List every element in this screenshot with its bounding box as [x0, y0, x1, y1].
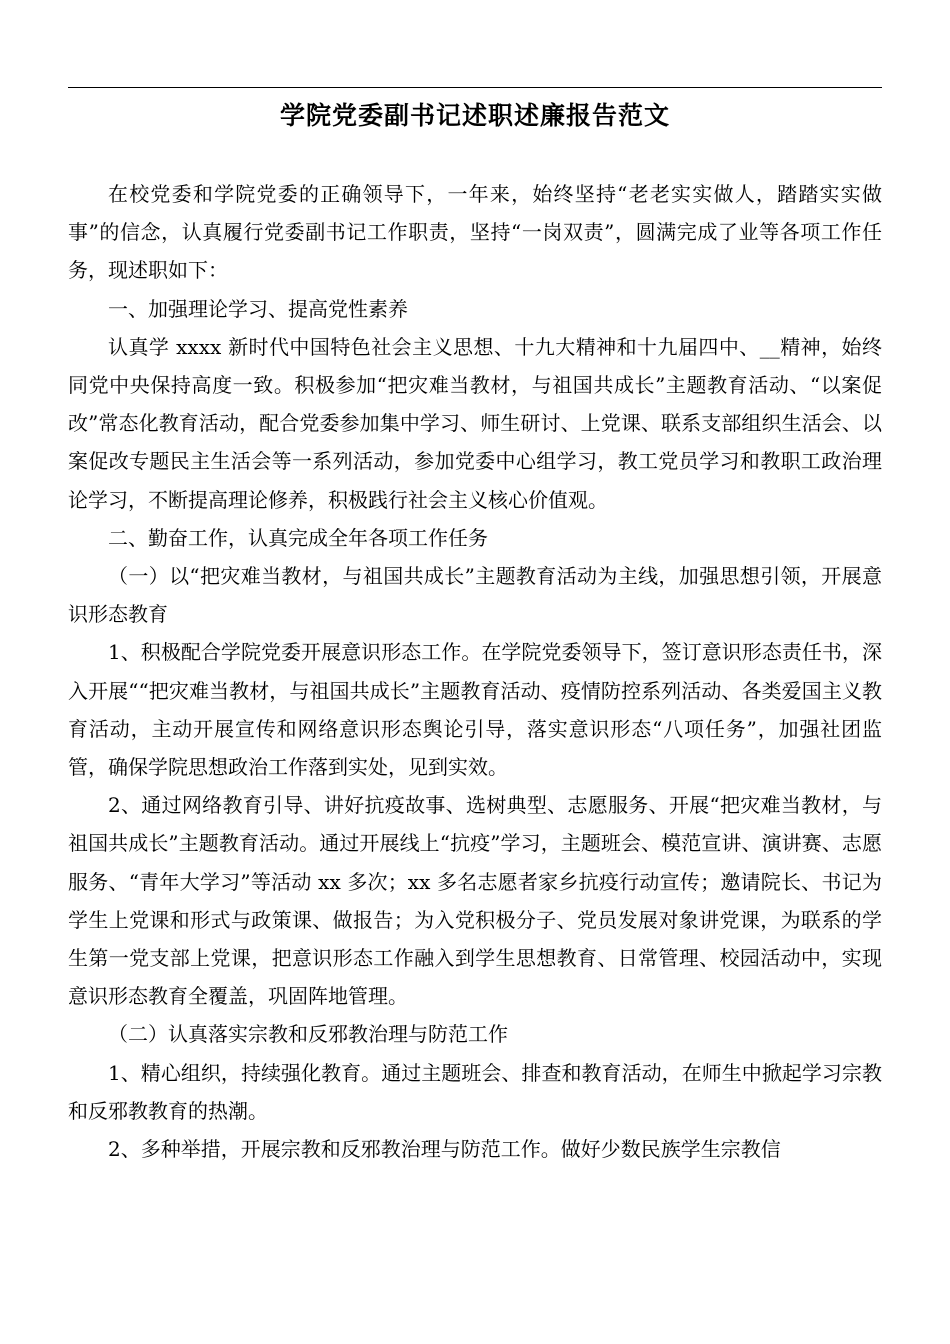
section-heading-2: 二、勤奋工作，认真完成全年各项工作任务 [108, 525, 488, 550]
document-body [68, 175, 882, 1168]
paragraph-theory-study: 认真学 xxxx 新时代中国特色社会主义思想、十九大精神和十九届四中、__精神，始终同党中央保持高度一致。积极参加“把灾难当教材，与祖国共成长”主题教育活动、“以案促改”常态化教育活动，配合党委参加集中学习、师生研讨、上党课、联系支部组织生活会、以案促改专题民主生活会等一系列活动，参加党委中心组学习，教工党员学习和教职工政治理论学习，不断提高理论修养，积极践行社会主义核心价值观。 [68, 334, 882, 512]
header-rule [68, 87, 882, 88]
paragraph-ideology-work: 1、积极配合学院党委开展意识形态工作。在学院党委领导下，签订意识形态责任书，深入开展““把灾难当教材，与祖国共成长”主题教育活动、疫情防控系列活动、各类爱国主义教育活动，主动开展宣传和网络意识形态舆论引导，落实意识形态“八项任务”，加强社团监管，确保学院思想政治工作落到实处，见到实效。 [68, 640, 882, 780]
paragraph-organize-education: 1、精心组织，持续强化教育。通过主题班会、排查和教育活动，在师生中掀起学习宗教和反邪教教育的热潮。 [68, 1060, 882, 1123]
paragraph-intro: 在校党委和学院党委的正确领导下，一年来，始终坚持“老老实实做人，踏踏实实做事”的信念，认真履行党委副书记工作职责，坚持“一岗双责”，圆满完成了业等各项工作任务，现述职如下： [68, 182, 882, 283]
subsection-heading-2: （二）认真落实宗教和反邪教治理与防范工作 [108, 1022, 508, 1047]
paragraph-multiple-measures: 2、多种举措，开展宗教和反邪教治理与防范工作。做好少数民族学生宗教信 [108, 1137, 781, 1162]
section-heading-1: 一、加强理论学习、提高党性素养 [108, 296, 408, 321]
paragraph-network-education: 2、通过网络教育引导、讲好抗疫故事、选树典型、志愿服务、开展“把灾难当教材，与祖国共成长”主题教育活动。通过开展线上“抗疫”学习，主题班会、模范宣讲、演讲赛、志愿服务、“青年大学习”等活动 xx 多次；xx 多名志愿者家乡抗疫行动宣传；邀请院长、书记为学生上党课和形式与政策课、做报告；为入党积极分子、党员发展对象讲党课，为联系的学生第一党支部上党课，把意识形态工作融入到学生思想教育、日常管理、校园活动中，实现意识形态教育全覆盖，巩固阵地管理。 [68, 793, 882, 1009]
subsection-heading-1: （一）以“把灾难当教材，与祖国共成长”主题教育活动为主线，加强思想引领，开展意识形态教育 [68, 564, 882, 627]
document-title: 学院党委副书记述职述廉报告范文 [279, 101, 670, 130]
